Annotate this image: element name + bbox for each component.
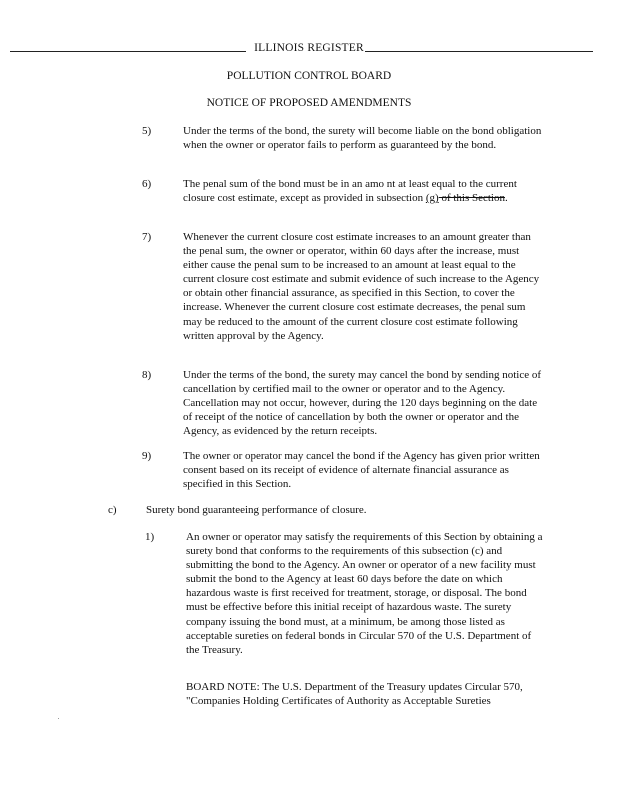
item-number: 1)	[145, 531, 155, 543]
paragraph-text: Under the terms of the bond, the surety will become liable on the bond obligation when the owner or operator fails to perform as guaranteed by the bond.	[183, 125, 542, 152]
paragraph-text: The owner or operator may cancel the bond if the Agency has given prior written consent based on its receipt of evidence of alternate financial assurance as specified in this Section.	[183, 450, 540, 491]
paragraph-number: 7)	[142, 231, 152, 243]
item-text: An owner or operator may satisfy the requirements of this Section by obtaining a surety bond that conforms to the requirements of this subsection (c) and submitting the bond to the Agency. An owner or operator of a new facility must submit the bond to the Agency at least 60 days before the date on which hazardous waste is first received for treatment, storage, or disposal. The bond must be effective before this initial receipt of hazardous waste. The surety company issuing the bond must, at a minimum, be among those listed as acceptable sureties on federal bonds in Circular 570 of the U.S. Department of the Treasury.	[186, 531, 543, 656]
struck-text: of this Section	[438, 192, 505, 205]
board-name: POLLUTION CONTROL BOARD	[226, 70, 392, 82]
paragraph-number: 6)	[142, 178, 152, 190]
paragraph-text: Whenever the current closure cost estimate increases to an amount greater than the penal sum, the owner or operator, within 60 days after the increase, must either cause the penal sum to be increased to an amount at least equal to the current closure cost estimate and submit evidence of such increase to the Agency or obtain other financial assurance, as specified in this Section, to cover the increase. Whenever the current closure cost estimate decreases, the penal sum may be reduced to the amount of the current closure cost estimate following written approval by the Agency.	[183, 231, 540, 342]
board-note-text: BOARD NOTE: The U.S. Department of the Treasury updates Circular 570, "Companies Holding Certificates of Authority as Acceptable Sureties	[186, 681, 523, 708]
text-before: The penal sum of the bond must be in an amo nt at least equal to the current closure cost estimate, except as provided in subsection	[183, 178, 517, 205]
paragraph-text: Under the terms of the bond, the surety may cancel the bond by sending notice of cancellation by certified mail to the owner or operator and to the Agency. Cancellation may not occur, however, during the 120 days beginning on the date of receipt of the notice of cancellation by both the owner or operator and the Agency, as evidenced by the return receipts.	[183, 369, 542, 438]
section-heading-text: Surety bond guaranteeing performance of closure.	[146, 504, 367, 516]
register-title: ILLINOIS REGISTER	[254, 42, 364, 54]
scan-speck	[58, 718, 59, 719]
section-label: c)	[108, 504, 117, 516]
subsection-reference: (g)	[425, 192, 439, 205]
paragraph-number: 8)	[142, 369, 152, 381]
paragraph-number: 9)	[142, 450, 152, 462]
paragraph-number: 5)	[142, 125, 152, 137]
notice-title: NOTICE OF PROPOSED AMENDMENTS	[206, 97, 412, 109]
paragraph-text	[183, 177, 543, 205]
text-after: .	[505, 192, 508, 205]
